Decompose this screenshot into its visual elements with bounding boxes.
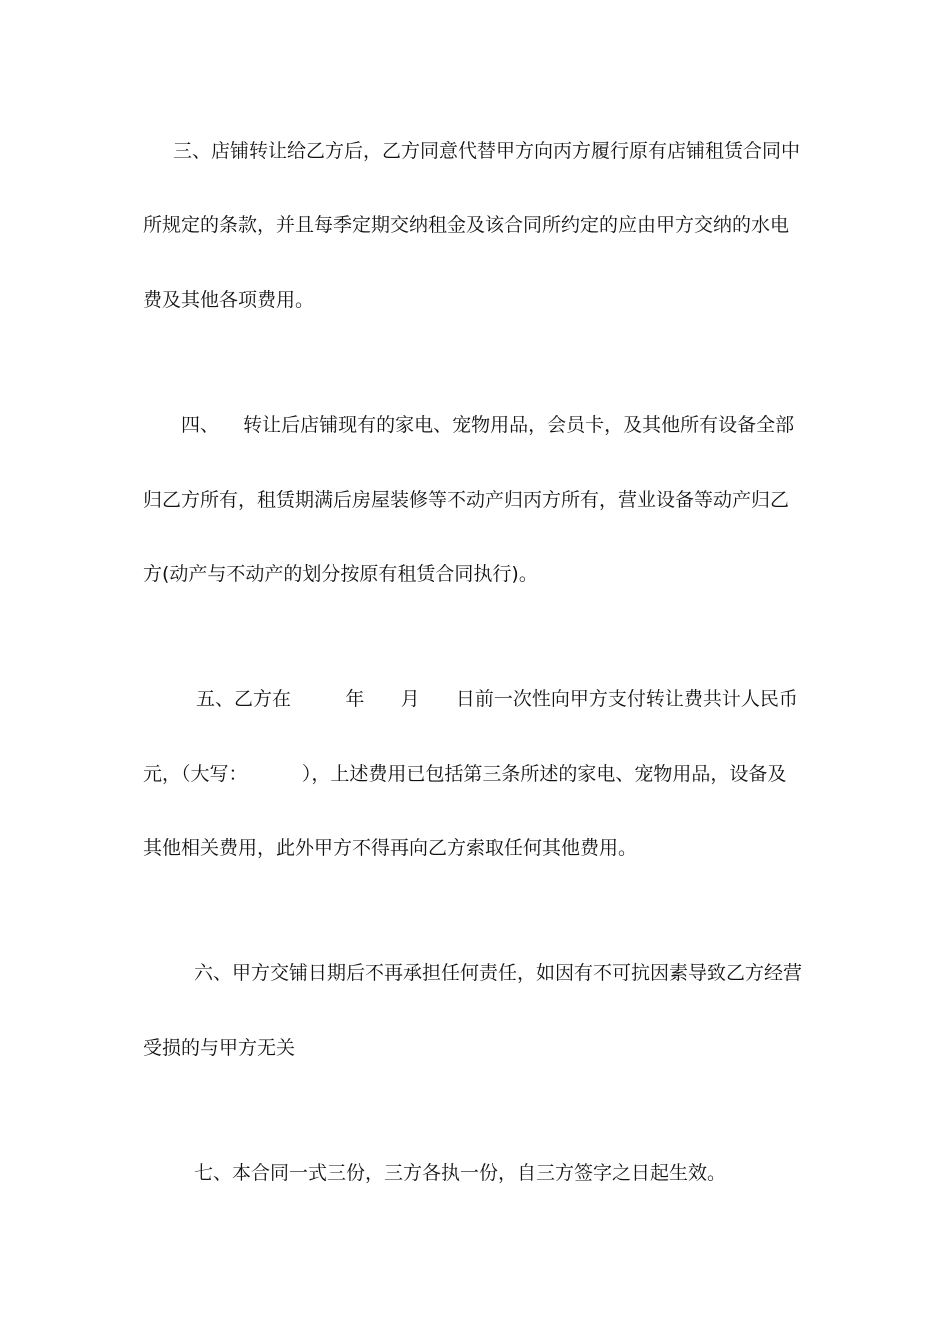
clause-5-line-1: 五、乙方在 年 月 日前一次性向甲方支付转让费共计人民币	[196, 688, 798, 710]
clause-5-line-2: 元，（大写： ），上述费用已包括第三条所述的家电、宠物用品，设备及	[143, 763, 787, 785]
clause-6-line-1: 六、甲方交铺日期后不再承担任何责任，如因有不可抗因素导致乙方经营	[194, 962, 803, 984]
clause-7-line-1: 七、本合同一式三份，三方各执一份，自三方签字之日起生效。	[194, 1162, 727, 1184]
clause-4-line-3: 方(动产与不动产的划分按原有租赁合同执行)。	[143, 563, 538, 585]
clause-5-line-3: 其他相关费用，此外甲方不得再向乙方索取任何其他费用。	[143, 837, 638, 859]
clause-3-line-2: 所规定的条款，并且每季定期交纳租金及该合同所约定的应由甲方交纳的水电	[143, 214, 790, 236]
clause-3-line-3: 费及其他各项费用。	[143, 289, 315, 311]
clause-4-line-1: 四、 转让后店铺现有的家电、宠物用品，会员卡，及其他所有设备全部	[181, 414, 795, 436]
clause-6-line-2: 受损的与甲方无关	[143, 1037, 296, 1059]
clause-4-line-2: 归乙方所有，租赁期满后房屋装修等不动产归丙方所有，营业设备等动产归乙	[143, 489, 790, 511]
clause-3-line-1: 三、店铺转让给乙方后，乙方同意代替甲方向丙方履行原有店铺租赁合同中	[173, 140, 801, 162]
